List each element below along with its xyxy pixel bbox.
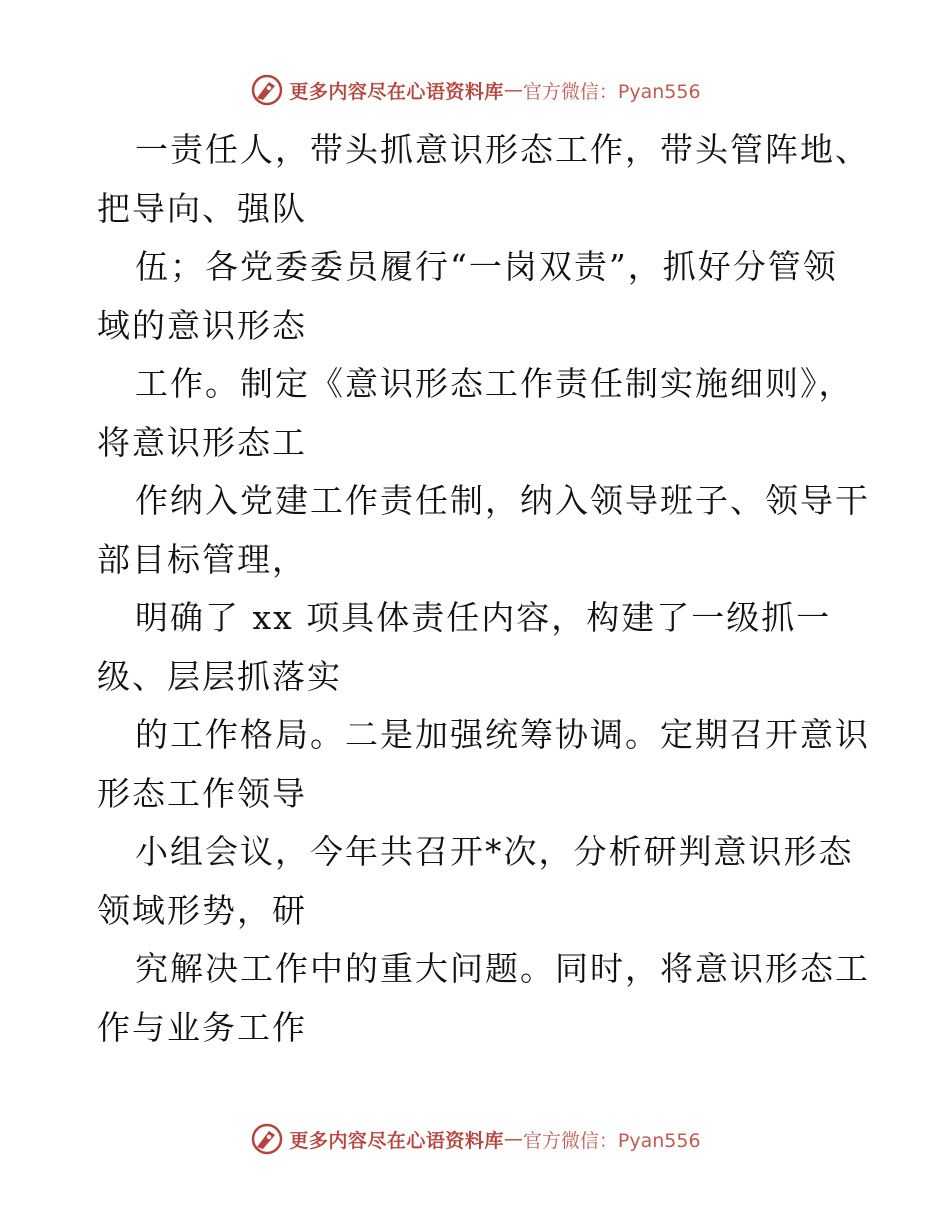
separator: — xyxy=(503,1128,523,1150)
brand-text: 更多内容尽在心语资料库 xyxy=(289,80,504,103)
text-line: 把导向、强队 xyxy=(97,188,307,228)
text-line: 将意识形态工 xyxy=(97,422,307,462)
wechat-text: 官方微信：Pyan556 xyxy=(522,80,701,103)
pen-nib-circle-icon xyxy=(249,1121,285,1157)
footer-banner xyxy=(0,1119,950,1159)
document-body xyxy=(97,121,870,1057)
separator: — xyxy=(503,79,523,101)
text-line: 作与业务工作 xyxy=(97,1007,307,1047)
text-line: 级、层层抓落实 xyxy=(97,656,342,696)
text-line: 作纳入党建工作责任制，纳入领导班子、领导干 xyxy=(135,481,870,520)
text-line: 形态工作领导 xyxy=(97,773,307,813)
text-line: 部目标管理， xyxy=(97,539,307,579)
text-line: 的工作格局。二是加强统筹协调。定期召开意识 xyxy=(135,715,870,754)
brand-text: 更多内容尽在心语资料库 xyxy=(289,1129,504,1152)
text-line: 究解决工作中的重大问题。同时，将意识形态工 xyxy=(135,949,870,988)
wechat-text: 官方微信：Pyan556 xyxy=(522,1129,701,1152)
text-line: 工作。制定《意识形态工作责任制实施细则》， xyxy=(135,364,854,403)
text-line: 域的意识形态 xyxy=(97,305,307,345)
text-line: 领域形势，研 xyxy=(97,890,307,930)
pen-nib-circle-icon xyxy=(249,72,285,108)
text-line: 明确了 xx 项具体责任内容，构建了一级抓一 xyxy=(135,598,832,637)
header-banner xyxy=(0,70,950,110)
text-line: 一责任人，带头抓意识形态工作，带头管阵地、 xyxy=(135,130,870,169)
text-line: 伍；各党委委员履行“一岗双责”，抓好分管领 xyxy=(135,247,838,286)
text-line: 小组会议，今年共召开*次，分析研判意识形态 xyxy=(135,832,854,871)
